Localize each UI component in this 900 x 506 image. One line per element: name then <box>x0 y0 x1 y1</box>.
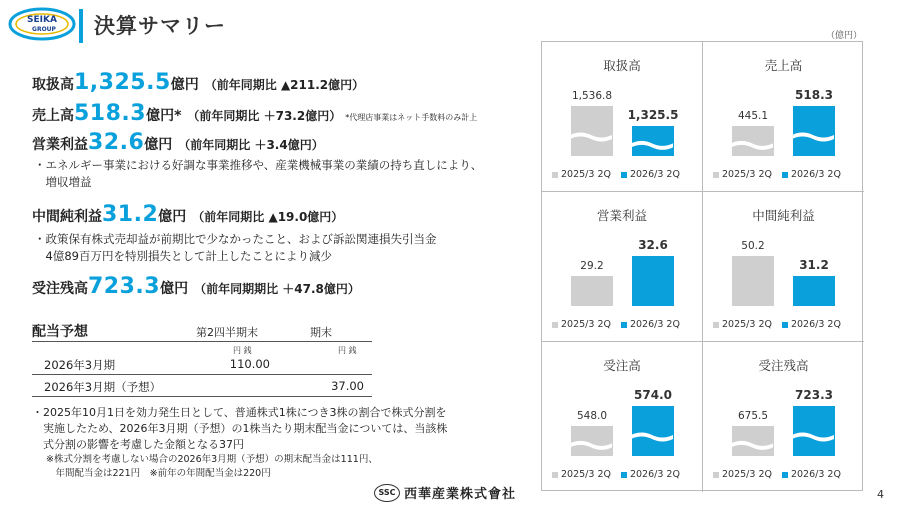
dividend-comment: ・2025年10月1日を効力発生日として、普通株式1株につき3株の割合で株式分割を 実施したため、2026年3月期（予想）の1株当たり期末配当金については、当該株 式分割の影響を考慮した金額となる37円 <box>32 406 448 451</box>
legend-item <box>782 469 841 480</box>
legend-swatch <box>621 172 627 178</box>
bar-curr <box>632 256 674 306</box>
bar-prev <box>732 256 774 306</box>
company-name: 西華産業株式會社 <box>404 487 517 502</box>
bar-prev <box>571 276 613 306</box>
legend-label: 2026/3 2Q <box>629 169 680 180</box>
data-label: 31.2 <box>799 258 829 272</box>
legend-swatch <box>621 322 627 328</box>
legend-swatch <box>782 172 788 178</box>
chart-title: 受注残高 <box>758 358 809 373</box>
chart-title: 中間純利益 <box>752 208 815 223</box>
summary-order-backlog: 受注残高723.3億円 （前年同期期比 ＋47.8億円） <box>32 274 360 299</box>
data-label: 32.6 <box>638 238 668 252</box>
bar-prev <box>571 426 613 456</box>
legend-item <box>552 169 611 180</box>
data-label: 675.5 <box>737 410 769 422</box>
dividend-unit-q2: 円 銭 <box>233 346 252 355</box>
dividend-divider <box>32 374 372 375</box>
legend-label: 2026/3 2Q <box>790 469 841 480</box>
legend-item <box>552 469 611 480</box>
summary-net-sales: 売上高518.3億円* （前年同期比 ＋73.2億円） *代理店事業はネット手数料のみ計上 <box>32 101 478 126</box>
chart-legend <box>713 469 841 480</box>
chart-title: 取扱高 <box>603 58 641 73</box>
chart-legend <box>552 169 680 180</box>
summary-interim-net-income: 中間純利益31.2億円 （前年同期比 ▲19.0億円） <box>32 202 344 227</box>
ssc-mark: SSC <box>374 484 400 502</box>
legend-item <box>621 469 680 480</box>
bar-prev <box>732 426 774 456</box>
chart-cell <box>703 192 864 342</box>
legend-label: 2025/3 2Q <box>561 319 611 330</box>
bar-prev <box>571 106 613 156</box>
data-label: 29.2 <box>580 260 604 272</box>
legend-swatch <box>552 472 558 478</box>
data-label: 1,325.5 <box>627 108 679 122</box>
bar-curr <box>632 126 674 156</box>
page-number: 4 <box>877 488 884 501</box>
data-label: 518.3 <box>795 88 833 102</box>
legend-swatch <box>782 322 788 328</box>
legend-swatch <box>713 322 719 328</box>
kpi-chart-grid <box>541 41 863 491</box>
dividend-title: 配当予想 <box>32 324 88 340</box>
dividend-divider <box>32 396 372 397</box>
title-accent-bar <box>79 9 83 43</box>
dividend-unit-end: 円 銭 <box>338 346 357 355</box>
legend-item <box>713 319 772 330</box>
bar-curr <box>632 406 674 456</box>
summary-operating-income: 営業利益32.6億円 （前年同期比 ＋3.4億円） <box>32 130 324 155</box>
legend-item <box>621 169 680 180</box>
chart-cell <box>703 342 864 492</box>
chart-cell <box>542 192 703 342</box>
data-label: 445.1 <box>737 110 769 122</box>
svg-text:SEIKA: SEIKA <box>27 15 57 25</box>
data-label: 1,536.8 <box>571 90 613 102</box>
legend-label: 2026/3 2Q <box>790 169 841 180</box>
legend-label: 2026/3 2Q <box>629 469 680 480</box>
company-logo <box>374 483 516 502</box>
legend-item <box>552 319 611 330</box>
legend-label: 2026/3 2Q <box>790 319 841 330</box>
legend-swatch <box>713 172 719 178</box>
dividend-col-q2: 第2四半期末 <box>196 326 258 339</box>
svg-text:GROUP: GROUP <box>32 26 56 33</box>
page-title: 決算サマリー <box>94 14 226 38</box>
legend-item <box>782 319 841 330</box>
net-income-comment: ・政策保有株式売却益が前期比で少なかったこと、および訴訟関連損失引当金 4億89百万円を特別損失として計上したことにより減少 <box>34 232 437 263</box>
data-label: 50.2 <box>741 240 765 252</box>
bar-curr <box>793 106 835 156</box>
dividend-row-label: 2026年3月期（予想） <box>44 380 162 394</box>
data-label: 723.3 <box>795 388 833 402</box>
legend-label: 2025/3 2Q <box>722 319 772 330</box>
legend-item <box>713 469 772 480</box>
legend-label: 2026/3 2Q <box>629 319 680 330</box>
chart-cell <box>542 42 703 192</box>
chart-legend <box>552 319 680 330</box>
chart-legend <box>552 469 680 480</box>
legend-item <box>782 169 841 180</box>
unit-label: （億円） <box>826 31 863 41</box>
data-label: 574.0 <box>634 388 672 402</box>
legend-swatch <box>782 472 788 478</box>
chart-title: 営業利益 <box>596 208 647 223</box>
legend-label: 2025/3 2Q <box>561 469 611 480</box>
legend-swatch <box>713 472 719 478</box>
dividend-divider <box>32 341 372 342</box>
data-label: 548.0 <box>576 410 608 422</box>
legend-swatch <box>621 472 627 478</box>
chart-cell <box>703 42 864 192</box>
legend-label: 2025/3 2Q <box>722 169 772 180</box>
bar-prev <box>732 126 774 156</box>
bar-curr <box>793 406 835 456</box>
dividend-row-label: 2026年3月期 <box>44 358 116 372</box>
legend-swatch <box>552 172 558 178</box>
chart-title: 受注高 <box>603 358 641 373</box>
bar-curr <box>793 276 835 306</box>
dividend-note: ※株式分割を考慮しない場合の2026年3月期（予想）の期末配当金は111円、 年間配当金は221円 ※前年の年間配当金は220円 <box>46 454 378 479</box>
legend-item <box>713 169 772 180</box>
chart-cell <box>542 342 703 492</box>
legend-label: 2025/3 2Q <box>722 469 772 480</box>
legend-swatch <box>552 322 558 328</box>
dividend-row-q2: 110.00 <box>229 357 270 371</box>
dividend-col-end: 期末 <box>310 326 332 339</box>
legend-label: 2025/3 2Q <box>561 169 611 180</box>
chart-legend <box>713 319 841 330</box>
chart-legend <box>713 169 841 180</box>
dividend-row-end: 37.00 <box>331 379 364 393</box>
operating-income-comment: ・エネルギー事業における好調な事業推移や、産業機械事業の業績の持ち直しにより、 増収増益 <box>34 158 483 189</box>
legend-item <box>621 319 680 330</box>
summary-handling-volume: 取扱高1,325.5億円 （前年同期比 ▲211.2億円） <box>32 70 365 95</box>
seika-group-logo <box>8 6 76 42</box>
chart-title: 売上高 <box>764 58 803 73</box>
